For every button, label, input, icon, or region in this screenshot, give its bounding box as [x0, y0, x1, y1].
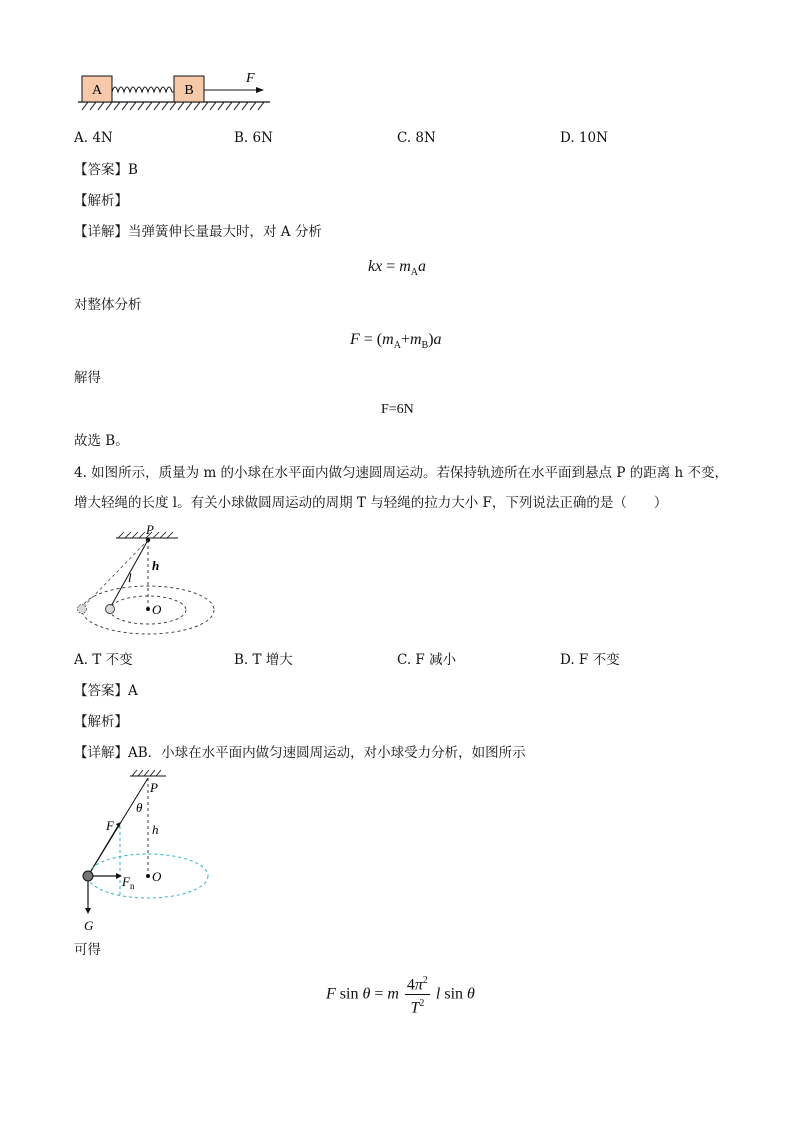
label-fn-main: F: [122, 874, 130, 889]
spring: [112, 87, 176, 92]
q4-option-d: D. F 不变: [560, 652, 620, 668]
q3-option-c: C. 8N: [397, 130, 436, 146]
q3-answer: 【答案】B: [74, 162, 138, 178]
force-analysis-figure: [74, 768, 214, 936]
q3-choose: 故选 B。: [74, 433, 129, 449]
spring-blocks-figure: [74, 68, 274, 112]
q4-option-c: C. F 减小: [397, 652, 457, 668]
point-o: O: [152, 602, 162, 617]
block-b-label: B: [184, 83, 194, 98]
block-a-label: A: [91, 83, 103, 98]
q4-option-a: A. T 不变: [74, 652, 133, 668]
label-l: l: [128, 570, 132, 585]
force-label: F: [246, 71, 255, 86]
eq-centripetal: F sin θ = m $\frac{4\pi^2}{T^2}$ l sin θ: [326, 972, 475, 1018]
q4-line1: 4. 如图所示，质量为 m 的小球在水平面内做匀速圆周运动。若保持轨迹所在水平面到悬点 P 的距离 h 不变，: [74, 465, 728, 481]
conical-pendulum-figure: [74, 522, 224, 640]
label-h: h: [152, 558, 160, 573]
q4-keyi: 可得: [74, 942, 101, 958]
q3-option-d: D. 10N: [560, 130, 608, 146]
eq-f-total: $F = (m_A+m_B)a$: [350, 331, 442, 352]
q3-option-b: B. 6N: [234, 130, 273, 146]
q4-detail: 【详解】AB．小球在水平面内做匀速圆周运动，对小球受力分析，如图所示: [74, 745, 526, 761]
q3-whole: 对整体分析: [74, 297, 142, 313]
label-fn: [121, 874, 135, 891]
point-p: P: [146, 522, 154, 537]
q4-answer: 【答案】A: [74, 683, 138, 699]
q4-analysis: 【解析】: [74, 714, 128, 730]
label-theta: θ: [136, 800, 143, 815]
eq-result: F=6N: [381, 402, 414, 417]
q4-line2: 增大轻绳的长度 l。有关小球做圆周运动的周期 T 与轻绳的拉力大小 F，下列说法正确的是（ ）: [74, 495, 668, 511]
fig3-point-o: O: [152, 869, 162, 884]
frac-4pi2-t2: $\frac{4\pi^2}{T^2}$: [405, 972, 430, 1018]
q3-option-a: A. 4N: [74, 130, 113, 146]
fig3-point-p: P: [150, 780, 158, 795]
label-gravity-g: G: [84, 918, 94, 933]
label-tension-f: F: [106, 818, 114, 833]
q4-option-b: B. T 增大: [234, 652, 293, 668]
fig3-label-h: h: [152, 822, 159, 837]
q3-solve: 解得: [74, 370, 101, 386]
q3-detail: 【详解】当弹簧伸长量最大时，对 A 分析: [74, 224, 322, 240]
q3-analysis: 【解析】: [74, 193, 128, 209]
eq-kx: kx = $m_Aa$: [368, 258, 427, 279]
label-fn-sub: n: [129, 881, 135, 891]
